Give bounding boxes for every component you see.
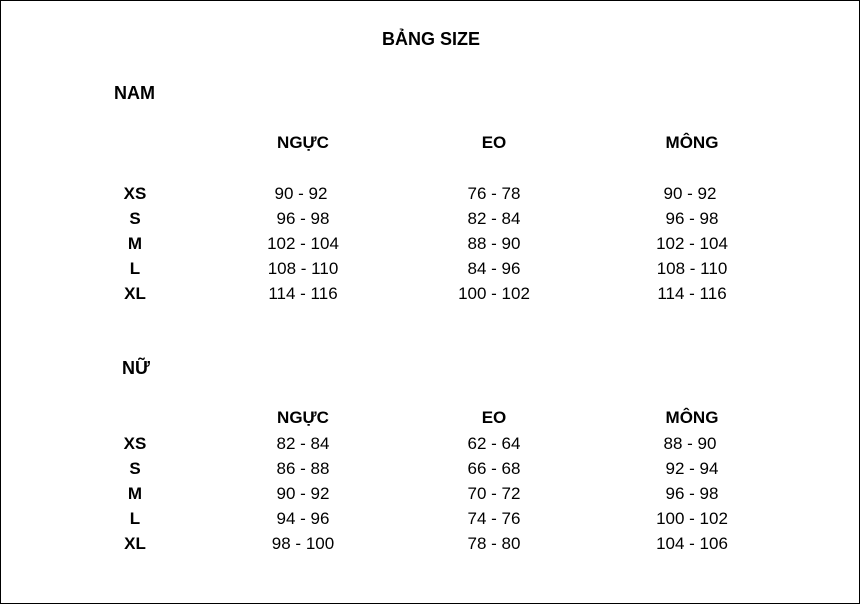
header-chest: NGỰC xyxy=(277,133,329,152)
header-waist: EO xyxy=(481,133,507,152)
size-label: XL xyxy=(124,534,146,553)
table-cell: 96 - 98 xyxy=(665,209,719,228)
size-label: S xyxy=(129,459,141,478)
page-title: BẢNG SIZE xyxy=(381,29,480,49)
table-cell: 90 - 92 xyxy=(663,184,717,203)
table-cell: 82 - 84 xyxy=(467,209,521,228)
table-cell: 70 - 72 xyxy=(467,484,521,503)
table-cell: 100 - 102 xyxy=(458,284,530,303)
table-cell: 66 - 68 xyxy=(467,459,521,478)
table-cell: 76 - 78 xyxy=(467,184,521,203)
table-cell: 108 - 110 xyxy=(656,259,728,278)
header-chest: NGỰC xyxy=(277,408,329,427)
group-label-nam: NAM xyxy=(114,83,155,103)
table-cell: 102 - 104 xyxy=(656,234,728,253)
table-cell: 86 - 88 xyxy=(276,459,330,478)
table-cell: 108 - 110 xyxy=(267,259,339,278)
size-label: L xyxy=(129,509,141,528)
table-cell: 84 - 96 xyxy=(467,259,521,278)
table-cell: 96 - 98 xyxy=(276,209,330,228)
table-cell: 88 - 90 xyxy=(663,434,717,453)
header-waist: EO xyxy=(481,408,507,427)
size-label: M xyxy=(127,234,143,253)
size-label: M xyxy=(127,484,143,503)
table-cell: 104 - 106 xyxy=(656,534,728,553)
table-cell: 92 - 94 xyxy=(665,459,719,478)
table-cell: 88 - 90 xyxy=(467,234,521,253)
size-label: XL xyxy=(124,284,146,303)
header-hip: MÔNG xyxy=(665,408,719,427)
table-cell: 78 - 80 xyxy=(467,534,521,553)
header-hip: MÔNG xyxy=(665,133,719,152)
table-cell: 82 - 84 xyxy=(276,434,330,453)
size-label: XS xyxy=(123,184,147,203)
size-label: XS xyxy=(123,434,147,453)
size-label: L xyxy=(129,259,141,278)
table-cell: 90 - 92 xyxy=(276,484,330,503)
table-cell: 94 - 96 xyxy=(276,509,330,528)
table-cell: 98 - 100 xyxy=(271,534,335,553)
table-cell: 62 - 64 xyxy=(467,434,521,453)
table-cell: 100 - 102 xyxy=(656,509,728,528)
table-cell: 90 - 92 xyxy=(274,184,328,203)
table-cell: 114 - 116 xyxy=(268,284,338,303)
size-label: S xyxy=(129,209,141,228)
table-cell: 96 - 98 xyxy=(665,484,719,503)
group-label-nu: NỮ xyxy=(122,358,150,378)
table-cell: 74 - 76 xyxy=(467,509,521,528)
table-cell: 102 - 104 xyxy=(267,234,339,253)
table-cell: 114 - 116 xyxy=(657,284,727,303)
